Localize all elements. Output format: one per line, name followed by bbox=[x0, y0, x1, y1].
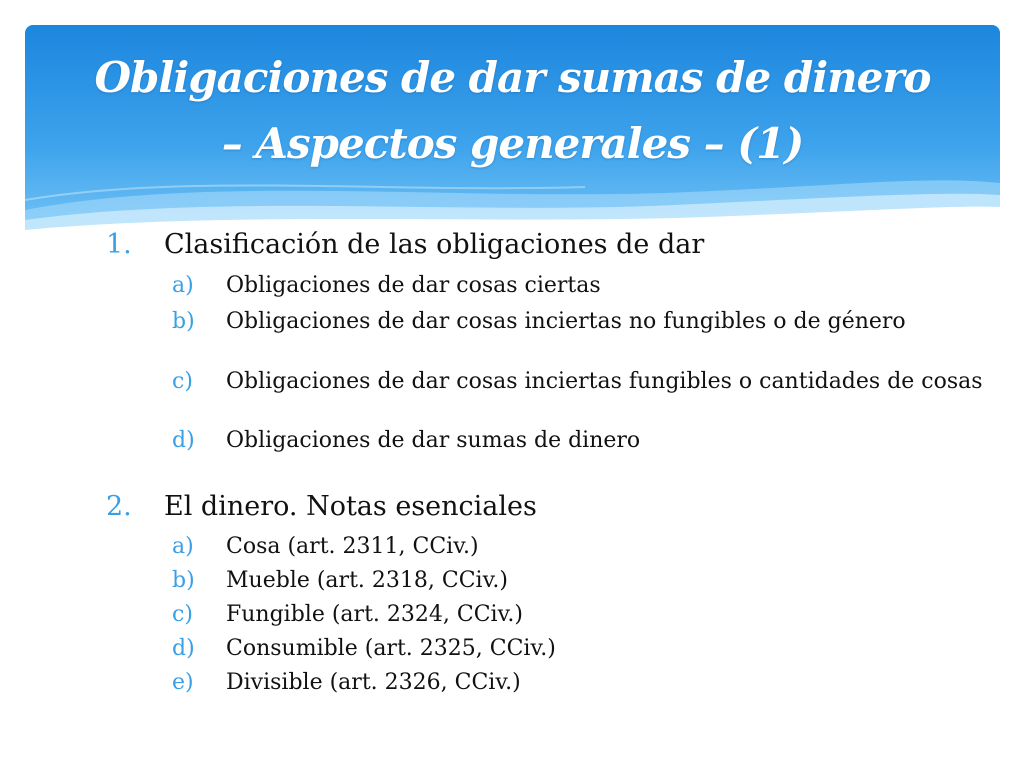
list-letter: d) bbox=[172, 636, 195, 661]
list-letter: a) bbox=[172, 273, 194, 298]
list-letter: d) bbox=[172, 428, 195, 453]
outline-number: 1. bbox=[106, 229, 132, 260]
list-item-text: Obligaciones de dar cosas inciertas no fungibles o de género bbox=[226, 309, 906, 334]
outline-heading-text: Clasificación de las obligaciones de dar bbox=[164, 229, 705, 260]
list-item bbox=[172, 602, 992, 627]
list-item-text: Divisible (art. 2326, CCiv.) bbox=[226, 670, 521, 695]
list-letter: b) bbox=[172, 309, 195, 334]
list-letter: c) bbox=[172, 602, 193, 627]
list-letter: a) bbox=[172, 534, 194, 559]
list-item bbox=[172, 369, 992, 394]
list-item-text: Obligaciones de dar cosas ciertas bbox=[226, 273, 601, 298]
list-letter: b) bbox=[172, 568, 195, 593]
outline-number: 2. bbox=[106, 491, 132, 522]
list-item-text: Cosa (art. 2311, CCiv.) bbox=[226, 534, 479, 559]
slide-title bbox=[25, 45, 1000, 177]
list-letter: c) bbox=[172, 369, 193, 394]
list-item-text: Consumible (art. 2325, CCiv.) bbox=[226, 636, 556, 661]
outline-heading-text: El dinero. Notas esenciales bbox=[164, 491, 537, 522]
list-item bbox=[172, 670, 992, 695]
title-line-1: Obligaciones de dar sumas de dinero bbox=[94, 53, 931, 102]
list-item bbox=[172, 273, 992, 298]
list-item bbox=[172, 309, 992, 334]
outline-heading bbox=[106, 490, 537, 524]
list-item-text: Fungible (art. 2324, CCiv.) bbox=[226, 602, 523, 627]
list-item-text: Mueble (art. 2318, CCiv.) bbox=[226, 568, 508, 593]
title-line-2: – Aspectos generales – (1) bbox=[221, 119, 804, 168]
outline-heading bbox=[106, 228, 704, 262]
list-item bbox=[172, 534, 992, 559]
list-item bbox=[172, 428, 992, 453]
list-item bbox=[172, 568, 992, 593]
list-item-text: Obligaciones de dar sumas de dinero bbox=[226, 428, 641, 453]
list-letter: e) bbox=[172, 670, 194, 695]
list-item-text: Obligaciones de dar cosas inciertas fungibles o cantidades de cosas bbox=[226, 369, 983, 394]
list-item bbox=[172, 636, 992, 661]
